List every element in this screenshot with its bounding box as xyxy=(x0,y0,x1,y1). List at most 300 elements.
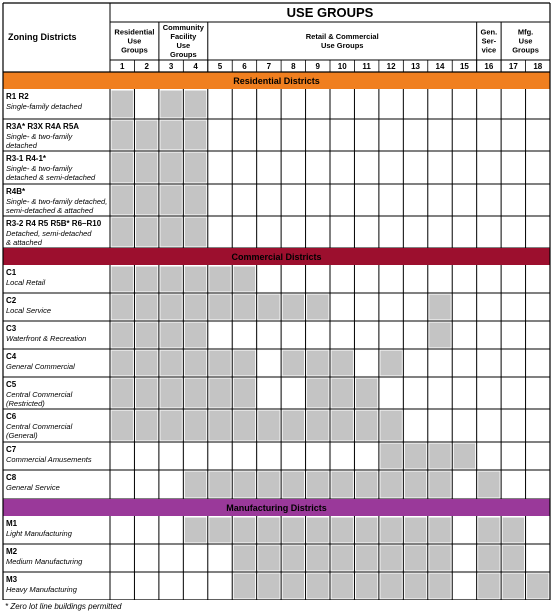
not-permitted-cell xyxy=(332,267,353,292)
permitted-cell xyxy=(429,574,450,599)
not-permitted-cell xyxy=(527,218,548,247)
district-code: C1 xyxy=(6,268,17,277)
permitted-cell xyxy=(380,351,401,376)
not-permitted-cell xyxy=(160,546,181,571)
district-code: C2 xyxy=(6,296,17,305)
permitted-cell xyxy=(258,295,279,320)
district-code: C8 xyxy=(6,473,17,482)
not-permitted-cell xyxy=(136,574,157,599)
not-permitted-cell xyxy=(527,121,548,150)
permitted-cell xyxy=(356,472,377,498)
permitted-cell xyxy=(185,91,206,118)
not-permitted-cell xyxy=(478,411,499,441)
permitted-cell xyxy=(185,518,206,543)
not-permitted-cell xyxy=(405,186,426,215)
not-permitted-cell xyxy=(307,186,328,215)
permitted-cell xyxy=(112,153,133,183)
permitted-cell xyxy=(112,295,133,320)
not-permitted-cell xyxy=(429,267,450,292)
not-permitted-cell xyxy=(356,444,377,469)
permitted-cell xyxy=(478,546,499,571)
district-code: M1 xyxy=(6,519,18,528)
permitted-cell xyxy=(234,472,255,498)
not-permitted-cell xyxy=(332,121,353,150)
permitted-cell xyxy=(332,351,353,376)
permitted-cell xyxy=(429,518,450,543)
not-permitted-cell xyxy=(454,153,475,183)
permitted-cell xyxy=(234,518,255,543)
use-group-number: 12 xyxy=(386,62,396,71)
permitted-cell xyxy=(356,574,377,599)
permitted-cell xyxy=(380,444,401,469)
permitted-cell xyxy=(380,574,401,599)
use-group-number: 7 xyxy=(266,62,272,71)
not-permitted-cell xyxy=(380,379,401,408)
not-permitted-cell xyxy=(332,186,353,215)
not-permitted-cell xyxy=(332,91,353,118)
permitted-cell xyxy=(209,351,230,376)
permitted-cell xyxy=(332,411,353,441)
not-permitted-cell xyxy=(527,351,548,376)
permitted-cell xyxy=(112,218,133,247)
group-header-label: Use Groups xyxy=(320,41,364,51)
not-permitted-cell xyxy=(136,518,157,543)
not-permitted-cell xyxy=(112,546,133,571)
permitted-cell xyxy=(283,351,304,376)
permitted-cell xyxy=(405,472,426,498)
permitted-cell xyxy=(112,186,133,215)
not-permitted-cell xyxy=(429,153,450,183)
not-permitted-cell xyxy=(380,121,401,150)
permitted-cell xyxy=(429,323,450,348)
permitted-cell xyxy=(160,323,181,348)
permitted-cell xyxy=(112,351,133,376)
district-code: C6 xyxy=(6,412,17,421)
not-permitted-cell xyxy=(160,574,181,599)
not-permitted-cell xyxy=(478,295,499,320)
permitted-cell xyxy=(185,295,206,320)
not-permitted-cell xyxy=(234,91,255,118)
not-permitted-cell xyxy=(454,351,475,376)
permitted-cell xyxy=(209,472,230,498)
footnote: * Zero lot line buildings permitted xyxy=(5,602,122,611)
not-permitted-cell xyxy=(454,218,475,247)
permitted-cell xyxy=(160,121,181,150)
district-description: Commercial Amusements xyxy=(6,455,92,464)
not-permitted-cell xyxy=(478,121,499,150)
district-description: & attached xyxy=(6,238,42,247)
permitted-cell xyxy=(160,351,181,376)
permitted-cell xyxy=(112,121,133,150)
not-permitted-cell xyxy=(209,444,230,469)
not-permitted-cell xyxy=(112,518,133,543)
district-description: Heavy Manufacturing xyxy=(6,585,77,594)
not-permitted-cell xyxy=(332,153,353,183)
not-permitted-cell xyxy=(454,121,475,150)
not-permitted-cell xyxy=(209,121,230,150)
permitted-cell xyxy=(307,518,328,543)
permitted-cell xyxy=(380,546,401,571)
district-description: Detached, semi-detached xyxy=(6,229,92,238)
not-permitted-cell xyxy=(209,153,230,183)
permitted-cell xyxy=(307,574,328,599)
not-permitted-cell xyxy=(258,153,279,183)
permitted-cell xyxy=(185,411,206,441)
group-header-label: Use xyxy=(127,36,142,46)
not-permitted-cell xyxy=(527,472,548,498)
permitted-cell xyxy=(136,218,157,247)
not-permitted-cell xyxy=(527,295,548,320)
permitted-cell xyxy=(112,267,133,292)
district-description: (Restricted) xyxy=(6,399,45,408)
district-code: R3-2 R4 R5 R5B* R6–R10 xyxy=(6,219,102,228)
not-permitted-cell xyxy=(356,295,377,320)
permitted-cell xyxy=(258,574,279,599)
district-description: Single- & two-family detached, xyxy=(6,197,108,206)
permitted-cell xyxy=(307,351,328,376)
permitted-cell xyxy=(405,546,426,571)
district-code: R1 R2 xyxy=(6,92,29,101)
permitted-cell xyxy=(258,546,279,571)
group-header-label: Gen. xyxy=(480,27,498,37)
not-permitted-cell xyxy=(112,472,133,498)
not-permitted-cell xyxy=(234,153,255,183)
district-code: C5 xyxy=(6,380,17,389)
not-permitted-cell xyxy=(283,121,304,150)
use-group-number: 16 xyxy=(484,62,494,71)
not-permitted-cell xyxy=(429,121,450,150)
permitted-cell xyxy=(332,472,353,498)
permitted-cell xyxy=(283,472,304,498)
permitted-cell xyxy=(160,295,181,320)
not-permitted-cell xyxy=(380,295,401,320)
district-description: Local Retail xyxy=(6,278,46,287)
not-permitted-cell xyxy=(380,218,401,247)
permitted-cell xyxy=(307,472,328,498)
district-code: R3A* R3X R4A R5A xyxy=(6,122,80,131)
permitted-cell xyxy=(160,379,181,408)
district-description: Single-family detached xyxy=(6,102,82,111)
not-permitted-cell xyxy=(527,444,548,469)
permitted-cell xyxy=(356,546,377,571)
not-permitted-cell xyxy=(209,323,230,348)
permitted-cell xyxy=(209,518,230,543)
section-title: Residential Districts xyxy=(233,76,320,86)
not-permitted-cell xyxy=(527,379,548,408)
not-permitted-cell xyxy=(503,218,524,247)
not-permitted-cell xyxy=(405,295,426,320)
permitted-cell xyxy=(185,121,206,150)
district-code: M3 xyxy=(6,575,18,584)
permitted-cell xyxy=(380,411,401,441)
not-permitted-cell xyxy=(356,218,377,247)
not-permitted-cell xyxy=(307,323,328,348)
permitted-cell xyxy=(209,295,230,320)
not-permitted-cell xyxy=(234,323,255,348)
use-group-number: 13 xyxy=(411,62,421,71)
permitted-cell xyxy=(332,518,353,543)
not-permitted-cell xyxy=(356,267,377,292)
use-groups-title: USE GROUPS xyxy=(286,5,374,20)
not-permitted-cell xyxy=(380,323,401,348)
not-permitted-cell xyxy=(356,323,377,348)
not-permitted-cell xyxy=(503,323,524,348)
not-permitted-cell xyxy=(258,267,279,292)
permitted-cell xyxy=(160,186,181,215)
not-permitted-cell xyxy=(503,267,524,292)
not-permitted-cell xyxy=(527,153,548,183)
district-description: Light Manufacturing xyxy=(6,529,72,538)
not-permitted-cell xyxy=(283,379,304,408)
permitted-cell xyxy=(356,411,377,441)
use-group-number: 9 xyxy=(315,62,321,71)
district-description: Central Commercial xyxy=(6,422,73,431)
not-permitted-cell xyxy=(478,91,499,118)
permitted-cell xyxy=(185,472,206,498)
permitted-cell xyxy=(112,379,133,408)
not-permitted-cell xyxy=(478,186,499,215)
not-permitted-cell xyxy=(160,518,181,543)
not-permitted-cell xyxy=(527,411,548,441)
group-header-label: Ser- xyxy=(481,36,497,46)
permitted-cell xyxy=(185,218,206,247)
not-permitted-cell xyxy=(454,91,475,118)
not-permitted-cell xyxy=(527,267,548,292)
district-description: Local Service xyxy=(6,306,52,315)
permitted-cell xyxy=(356,379,377,408)
district-description: Waterfront & Recreation xyxy=(6,334,87,343)
group-header-label: Facility xyxy=(170,32,197,42)
permitted-cell xyxy=(429,472,450,498)
group-header-label: Residential xyxy=(114,27,155,37)
not-permitted-cell xyxy=(209,574,230,599)
permitted-cell xyxy=(405,444,426,469)
district-code: C3 xyxy=(6,324,17,333)
permitted-cell xyxy=(160,153,181,183)
not-permitted-cell xyxy=(380,153,401,183)
not-permitted-cell xyxy=(478,153,499,183)
use-group-number: 3 xyxy=(168,62,174,71)
not-permitted-cell xyxy=(429,186,450,215)
not-permitted-cell xyxy=(405,121,426,150)
permitted-cell xyxy=(405,574,426,599)
not-permitted-cell xyxy=(307,218,328,247)
not-permitted-cell xyxy=(405,91,426,118)
not-permitted-cell xyxy=(112,574,133,599)
permitted-cell xyxy=(478,574,499,599)
corner-label: Zoning Districts xyxy=(8,32,77,42)
permitted-cell xyxy=(332,546,353,571)
permitted-cell xyxy=(136,351,157,376)
permitted-cell xyxy=(234,574,255,599)
permitted-cell xyxy=(209,379,230,408)
not-permitted-cell xyxy=(503,411,524,441)
use-group-number: 15 xyxy=(459,62,469,71)
not-permitted-cell xyxy=(283,444,304,469)
permitted-cell xyxy=(112,91,133,118)
not-permitted-cell xyxy=(258,218,279,247)
not-permitted-cell xyxy=(527,518,548,543)
permitted-cell xyxy=(136,186,157,215)
not-permitted-cell xyxy=(332,323,353,348)
not-permitted-cell xyxy=(185,444,206,469)
use-group-number: 17 xyxy=(508,62,518,71)
not-permitted-cell xyxy=(283,186,304,215)
not-permitted-cell xyxy=(478,444,499,469)
not-permitted-cell xyxy=(454,186,475,215)
district-description: detached xyxy=(6,141,37,150)
not-permitted-cell xyxy=(160,472,181,498)
not-permitted-cell xyxy=(503,121,524,150)
not-permitted-cell xyxy=(209,186,230,215)
not-permitted-cell xyxy=(503,186,524,215)
not-permitted-cell xyxy=(503,351,524,376)
not-permitted-cell xyxy=(405,218,426,247)
use-group-number: 5 xyxy=(217,62,223,71)
district-description: detached & semi-detached xyxy=(6,173,96,182)
not-permitted-cell xyxy=(405,411,426,441)
not-permitted-cell xyxy=(258,351,279,376)
permitted-cell xyxy=(160,267,181,292)
permitted-cell xyxy=(283,574,304,599)
not-permitted-cell xyxy=(405,379,426,408)
not-permitted-cell xyxy=(112,444,133,469)
section-title: Manufacturing Districts xyxy=(226,503,327,513)
permitted-cell xyxy=(307,379,328,408)
permitted-cell xyxy=(185,351,206,376)
not-permitted-cell xyxy=(527,546,548,571)
use-group-number: 8 xyxy=(291,62,296,71)
permitted-cell xyxy=(429,295,450,320)
not-permitted-cell xyxy=(136,472,157,498)
not-permitted-cell xyxy=(503,444,524,469)
group-header-label: Use xyxy=(518,36,533,46)
not-permitted-cell xyxy=(307,91,328,118)
permitted-cell xyxy=(503,574,524,599)
permitted-cell xyxy=(185,153,206,183)
permitted-cell xyxy=(185,323,206,348)
not-permitted-cell xyxy=(429,379,450,408)
not-permitted-cell xyxy=(405,351,426,376)
not-permitted-cell xyxy=(136,546,157,571)
not-permitted-cell xyxy=(380,91,401,118)
district-code: C7 xyxy=(6,445,17,454)
permitted-cell xyxy=(234,295,255,320)
permitted-cell xyxy=(258,411,279,441)
not-permitted-cell xyxy=(503,153,524,183)
permitted-cell xyxy=(136,267,157,292)
not-permitted-cell xyxy=(332,295,353,320)
district-description: Medium Manufacturing xyxy=(6,557,83,566)
district-code: C4 xyxy=(6,352,17,361)
not-permitted-cell xyxy=(405,267,426,292)
not-permitted-cell xyxy=(356,121,377,150)
district-code: M2 xyxy=(6,547,18,556)
not-permitted-cell xyxy=(454,574,475,599)
not-permitted-cell xyxy=(503,472,524,498)
not-permitted-cell xyxy=(307,267,328,292)
not-permitted-cell xyxy=(356,186,377,215)
permitted-cell xyxy=(136,323,157,348)
not-permitted-cell xyxy=(356,153,377,183)
use-group-number: 14 xyxy=(435,62,445,71)
permitted-cell xyxy=(454,444,475,469)
not-permitted-cell xyxy=(258,379,279,408)
use-group-number: 6 xyxy=(242,62,247,71)
permitted-cell xyxy=(380,518,401,543)
use-group-number: 1 xyxy=(119,62,125,71)
not-permitted-cell xyxy=(454,518,475,543)
not-permitted-cell xyxy=(136,91,157,118)
use-group-number: 11 xyxy=(362,62,371,71)
permitted-cell xyxy=(283,295,304,320)
not-permitted-cell xyxy=(454,295,475,320)
permitted-cell xyxy=(283,546,304,571)
not-permitted-cell xyxy=(209,218,230,247)
permitted-cell xyxy=(332,574,353,599)
permitted-cell xyxy=(234,546,255,571)
not-permitted-cell xyxy=(478,267,499,292)
district-description: semi-detached & attached xyxy=(6,206,94,215)
not-permitted-cell xyxy=(332,444,353,469)
permitted-cell xyxy=(234,411,255,441)
not-permitted-cell xyxy=(209,91,230,118)
permitted-cell xyxy=(112,323,133,348)
not-permitted-cell xyxy=(527,323,548,348)
group-header-label: Community xyxy=(162,23,204,33)
district-description: General Commercial xyxy=(6,362,75,371)
permitted-cell xyxy=(160,411,181,441)
not-permitted-cell xyxy=(454,323,475,348)
not-permitted-cell xyxy=(429,351,450,376)
group-header-label: Mfg. xyxy=(517,27,534,37)
not-permitted-cell xyxy=(136,444,157,469)
not-permitted-cell xyxy=(307,444,328,469)
permitted-cell xyxy=(136,411,157,441)
not-permitted-cell xyxy=(185,574,206,599)
permitted-cell xyxy=(136,295,157,320)
not-permitted-cell xyxy=(380,267,401,292)
not-permitted-cell xyxy=(283,218,304,247)
permitted-cell xyxy=(185,379,206,408)
not-permitted-cell xyxy=(405,153,426,183)
not-permitted-cell xyxy=(258,121,279,150)
permitted-cell xyxy=(307,295,328,320)
not-permitted-cell xyxy=(258,323,279,348)
section-title: Commercial Districts xyxy=(231,252,322,262)
not-permitted-cell xyxy=(234,218,255,247)
permitted-cell xyxy=(258,518,279,543)
permitted-cell xyxy=(185,186,206,215)
permitted-cell xyxy=(380,472,401,498)
use-group-number: 18 xyxy=(533,62,543,71)
not-permitted-cell xyxy=(332,218,353,247)
not-permitted-cell xyxy=(454,379,475,408)
not-permitted-cell xyxy=(454,411,475,441)
not-permitted-cell xyxy=(527,91,548,118)
permitted-cell xyxy=(234,379,255,408)
permitted-cell xyxy=(283,518,304,543)
not-permitted-cell xyxy=(258,444,279,469)
not-permitted-cell xyxy=(429,411,450,441)
permitted-cell xyxy=(307,411,328,441)
not-permitted-cell xyxy=(234,121,255,150)
group-header-label: Groups xyxy=(121,45,148,55)
not-permitted-cell xyxy=(478,379,499,408)
permitted-cell xyxy=(136,379,157,408)
permitted-cell xyxy=(160,91,181,118)
group-header-label: Groups xyxy=(512,45,539,55)
